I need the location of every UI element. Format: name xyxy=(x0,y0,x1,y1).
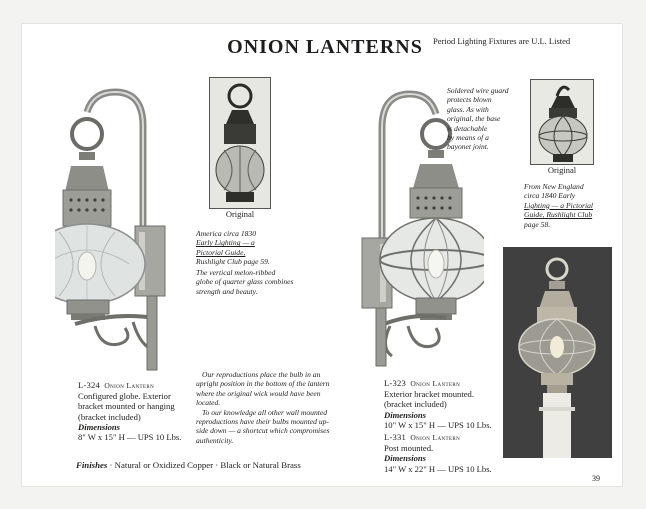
product-spec-l324: L-324 Onion Lantern Configured globe. Exterior bracket mounted or hanging (bracket included) Dimensions 8" W x 15" H — UPS 10 Lbs. xyxy=(78,380,182,443)
page-title: ONION LANTERNS xyxy=(227,36,423,58)
original-lantern-photo-2 xyxy=(530,79,594,165)
original-lantern-photo-1 xyxy=(209,77,271,209)
wire-guard-note: Soldered wire guard protects blown glass. As with original, the base is detachable by means of a bayonet joint. xyxy=(447,86,509,152)
lantern-l331-photo xyxy=(503,247,612,458)
lantern-l324-photo xyxy=(55,86,175,376)
original-label-2: Original xyxy=(547,165,577,175)
america-circa-note: America circa 1830 Early Lighting — a Pictorial Guide, Rushlight Club page 59. xyxy=(196,229,270,267)
finishes-line: Finishes · Natural or Oxidized Copper · Black or Natural Brass xyxy=(76,460,301,470)
ul-listing-note: Period Lighting Fixtures are U.L. Listed xyxy=(433,36,571,46)
melon-ribbed-note: The vertical melon-ribbed globe of quarter glass combines strength and beauty. xyxy=(196,268,294,296)
page-number: 39 xyxy=(592,474,600,483)
new-england-note: From New England circa 1840 Early Lighting — a Pictorial Guide, Rushlight Club page 58. xyxy=(524,182,593,229)
product-spec-l323: L-323 Onion Lantern Exterior bracket mounted. (bracket included) Dimensions 10" W x 15" H — UPS 10 Lbs. xyxy=(384,378,492,430)
product-spec-l331: L-331 Onion Lantern Post mounted. Dimensions 14" W x 22" H — UPS 10 Lbs. xyxy=(384,432,492,474)
reproductions-note: Our reproductions place the bulb in an upright position in the bottom of the lantern where the original wick would have been located. To our knowledge all other wall mounted reproductions have their bulbs mounted up- side down — a shortcut which compromises authenticity. xyxy=(196,370,330,445)
original-label-1: Original xyxy=(225,209,255,219)
